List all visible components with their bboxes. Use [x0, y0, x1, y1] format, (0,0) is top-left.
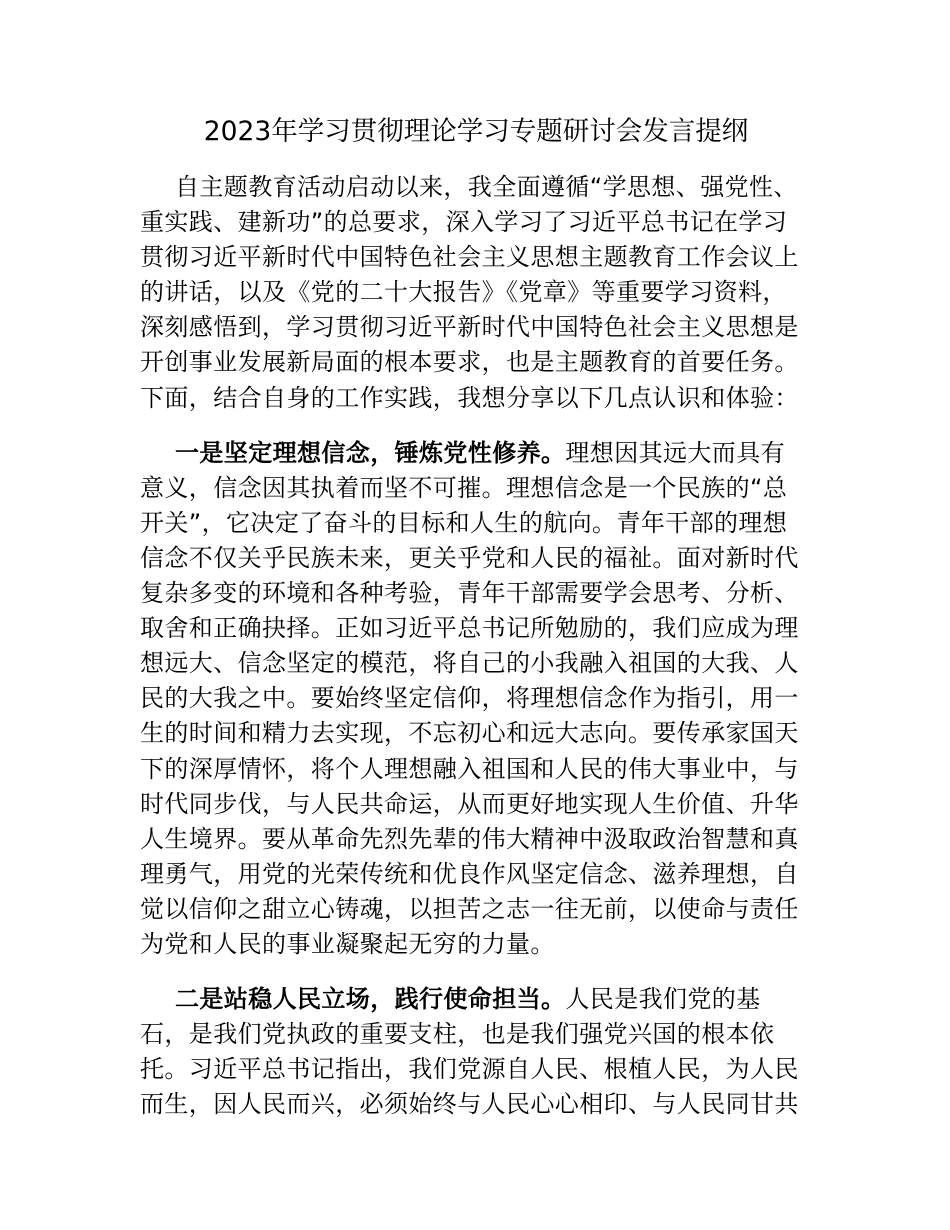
section-1-line: 开关”，它决定了奋斗的目标和人生的航向。青年干部的理想 — [140, 508, 788, 537]
intro-line: 下面，结合自身的工作实践，我想分享以下几点认识和体验： — [140, 383, 799, 412]
section-1-line: 想远大、信念坚定的模范，将自己的小我融入祖国的大我、人 — [140, 649, 799, 678]
section-1-line: 理勇气，用党的光荣传统和优良作风坚定信念、滋养理想，自 — [140, 859, 799, 888]
intro-paragraph — [140, 170, 812, 416]
section-2-heading: 二是站稳人民立场，践行使命担当。 — [175, 985, 566, 1014]
section-1-line: 人生境界。要从革命先烈先辈的伟大精神中汲取政治智慧和真 — [140, 824, 799, 853]
document-title: 2023年学习贯彻理论学习专题研讨会发言提纲 — [203, 116, 749, 147]
section-1-line: 复杂多变的环境和各种考验，青年干部需要学会思考、分析、 — [140, 579, 799, 608]
intro-line: 的讲话，以及《党的二十大报告》《党章》等重要学习资料， — [140, 278, 787, 307]
section-1-first-line — [140, 436, 812, 471]
intro-line: 重实践、建新功”的总要求，深入学习了习近平总书记在学习 — [140, 208, 788, 237]
section-1-line: 生的时间和精力去实现，不忘初心和远大志向。要传承家国天 — [140, 719, 799, 748]
section-1-line: 取舍和正确抉择。正如习近平总书记所勉励的，我们应成为理 — [140, 614, 799, 643]
section-2-first-line-text: 人民是我们党的基 — [565, 985, 761, 1014]
section-2-line: 托。习近平总书记指出，我们党源自人民、根植人民，为人民 — [140, 1055, 799, 1084]
section-1-first-line-text: 理想因其远大而具有 — [565, 438, 786, 467]
section-1-line: 下的深厚情怀，将个人理想融入祖国和人民的伟大事业中，与 — [140, 754, 799, 783]
intro-line: 开创事业发展新局面的根本要求，也是主题教育的首要任务。 — [140, 348, 799, 377]
section-1-heading: 一是坚定理想信念，锤炼党性修养。 — [175, 438, 566, 467]
section-1-line: 民的大我之中。要始终坚定信仰，将理想信念作为指引，用一 — [140, 684, 799, 713]
section-2-paragraph — [140, 982, 812, 1122]
document-page — [140, 112, 812, 1122]
intro-line: 贯彻习近平新时代中国特色社会主义思想主题教育工作会议上 — [140, 243, 799, 272]
section-1-line: 为党和人民的事业凝聚起无穷的力量。 — [140, 929, 555, 958]
section-1-paragraph — [140, 436, 812, 962]
section-2-line: 石，是我们党执政的重要支柱，也是我们强党兴国的根本依 — [140, 1020, 775, 1049]
intro-line: 深刻感悟到，学习贯彻习近平新时代中国特色社会主义思想是 — [140, 313, 799, 342]
section-2-first-line — [140, 982, 812, 1017]
section-1-line: 信念不仅关乎民族未来，更关乎党和人民的福祉。面对新时代 — [140, 543, 799, 572]
section-1-line: 时代同步伐，与人民共命运，从而更好地实现人生价值、升华 — [140, 789, 799, 818]
section-1-line: 意义，信念因其执着而坚不可摧。理想信念是一个民族的“总 — [140, 473, 788, 502]
intro-line: 自主题教育活动启动以来，我全面遵循“学思想、强党性、 — [175, 173, 798, 201]
section-2-line: 而生，因人民而兴，必须始终与人民心心相印、与人民同甘共 — [140, 1090, 799, 1119]
section-1-line: 觉以信仰之甜立心铸魂，以担苦之志一往无前，以使命与责任 — [140, 894, 799, 923]
